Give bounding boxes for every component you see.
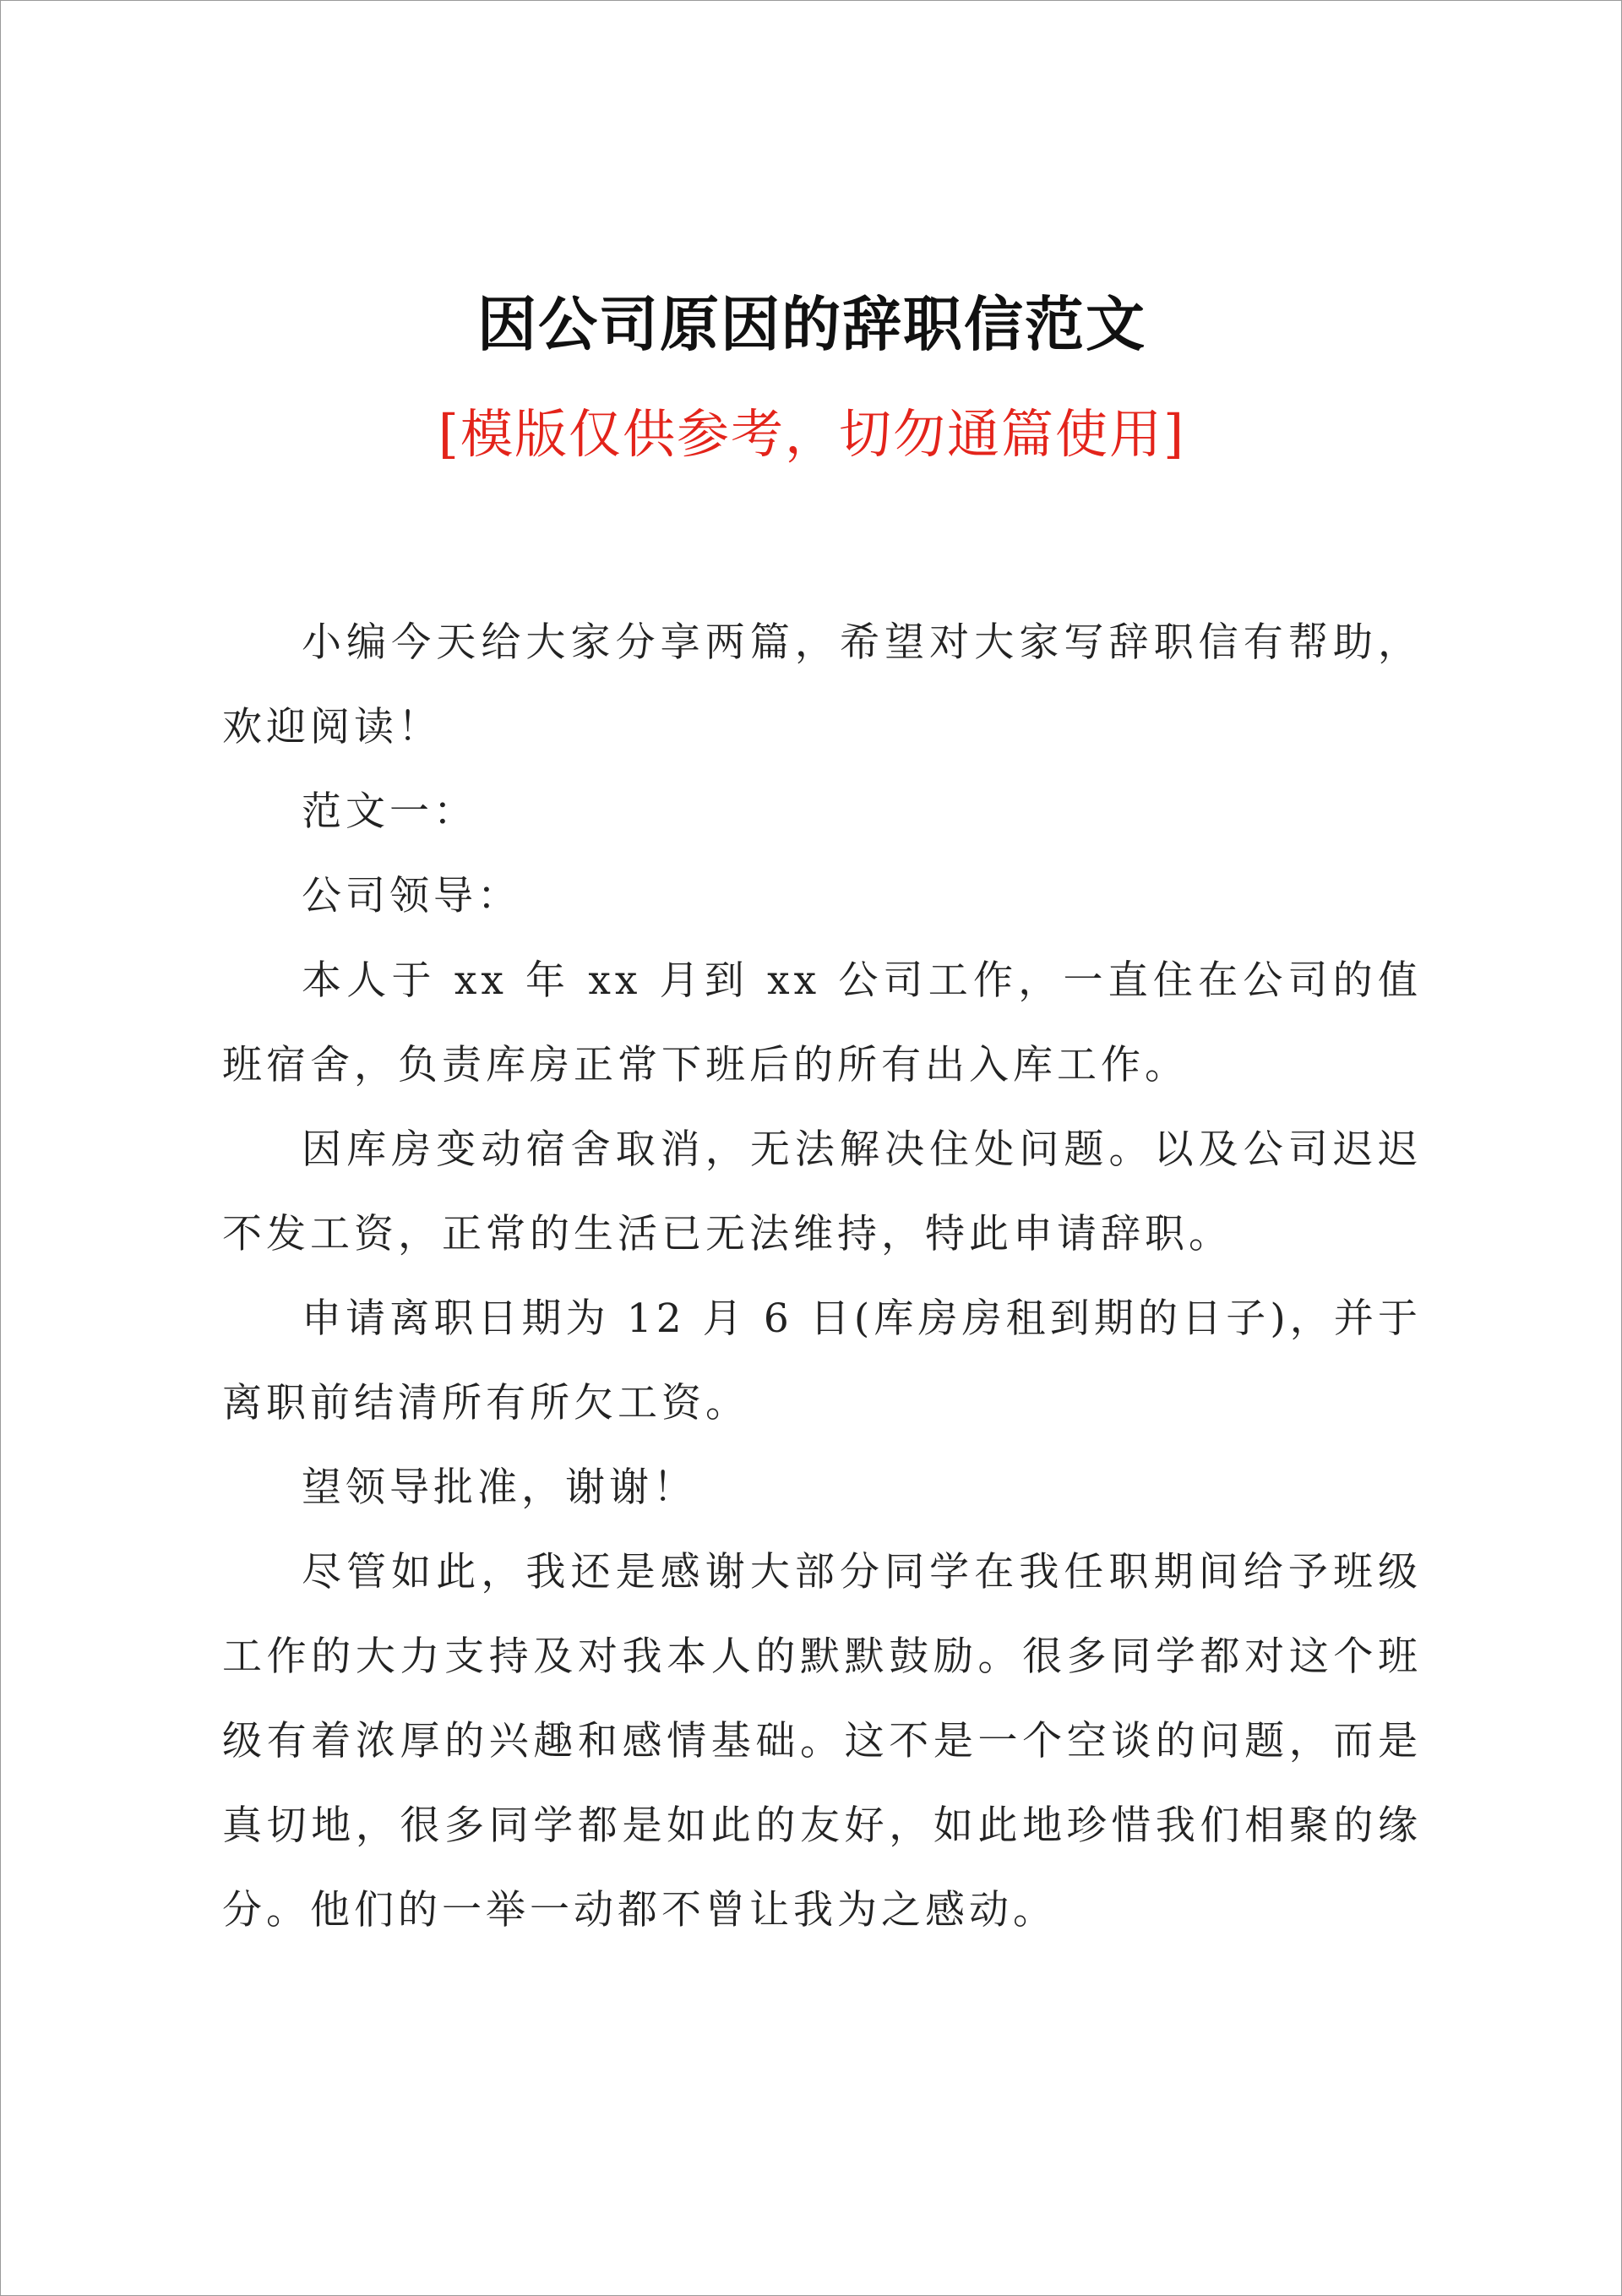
- paragraph-thanks: 尽管如此，我还是感谢大部分同学在我任职期间给予班级工作的大力支持及对我本人的默默鼓励。很多同学都对这个班级有着浓厚的兴趣和感情基础。这不是一个空谈的问题，而是真切地，很多同学都是如此的友好，如此地珍惜我们相聚的缘分。他们的一举一动都不曾让我为之感动。: [222, 1549, 1422, 1933]
- paragraph-request: 望领导批准，谢谢！: [302, 1464, 697, 1511]
- paragraph-reason: 因库房变动宿舍取消，无法解决住处问题。以及公司迟迟不发工资，正常的生活已无法维持，特此申请辞职。: [222, 1126, 1422, 1257]
- paragraph-intro: 小编今天给大家分享两篇，希望对大家写辞职信有帮助，欢迎阅读！: [222, 619, 1422, 750]
- template-notice: [模版仅供参考，切勿通篇使用]: [438, 403, 1186, 465]
- document-body: [222, 601, 1422, 1953]
- document-title: 因公司原因的辞职信范文: [477, 289, 1146, 359]
- paragraph-sample-heading: 范文一：: [302, 788, 477, 835]
- paragraph-employment: 本人于 xx 年 xx 月到 xx 公司工作，一直住在公司的值班宿舍，负责库房正常下班后的所有出入库工作。: [222, 957, 1422, 1088]
- paragraph-salutation: 公司领导：: [302, 873, 521, 919]
- paragraph-leave-date: 申请离职日期为 12 月 6 日(库房房租到期的日子)，并于离职前结清所有所欠工资。: [222, 1295, 1422, 1426]
